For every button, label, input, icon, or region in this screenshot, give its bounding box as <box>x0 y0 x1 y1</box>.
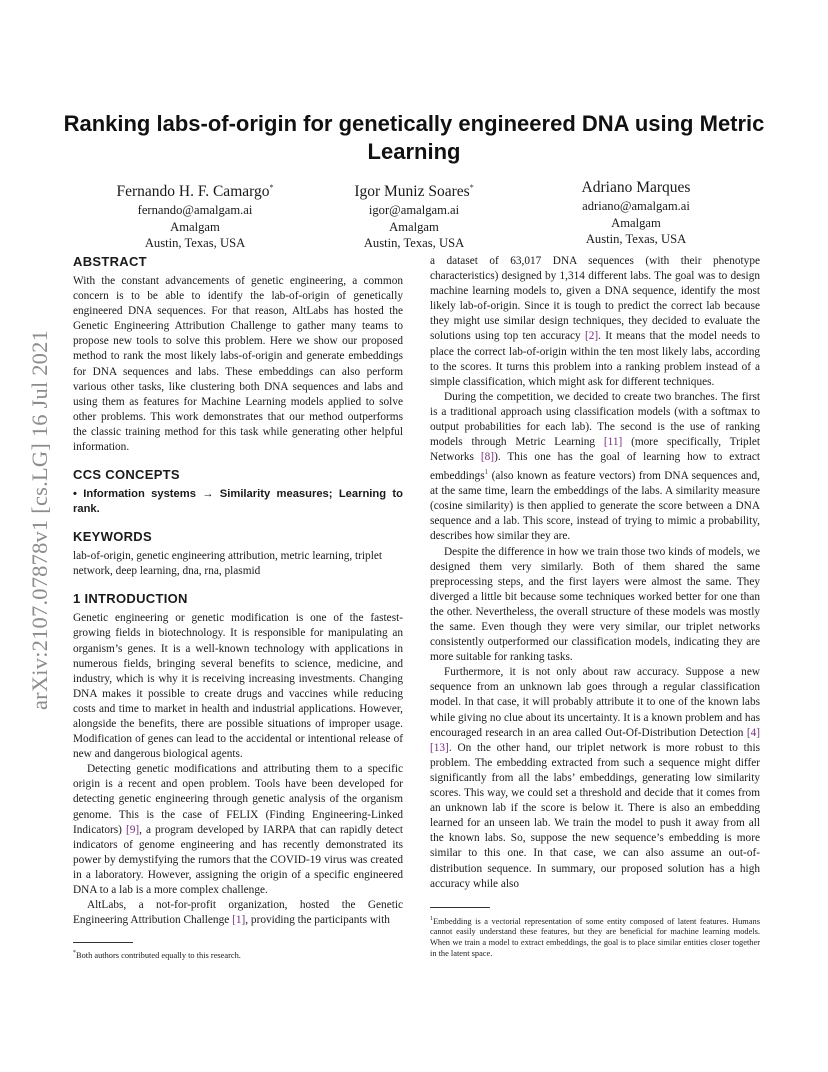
ccs-heading: CCS CONCEPTS <box>73 467 180 483</box>
right-column <box>430 254 760 892</box>
right-paragraph-4: Furthermore, it is not only about raw accuracy. Suppose a new sequence from an unknown lab goes through a regular classification model. In that case, it will probably attribute it to one of the known labs while giving no clue about its uncertainty. It is a known problem and has encouraged research in an area called Out-Of-Distribution Detection [4][13]. On the other hand, our triplet network is more robust to this problem. The embedding extracted from such a sequence might differ significantly from all the labs’ embeddings, generating low similarity scores. This way, we could set a threshold and decide that it comes from an unknown lab if the score is below it. There is also an embedding learned for an unseen lab. We train the model to push it away from all the known labs. So, suppose the new sequence’s embedding is more similar to this one. In that case, we can also assume an out-of-distribution sequence. In summary, our proposed solution has a high accuracy while also <box>430 666 760 890</box>
author-name: Igor Muniz Soares* <box>354 183 474 201</box>
abstract-heading: ABSTRACT <box>73 254 147 269</box>
ccs-text: • Information systems → Similarity measures; Learning to rank. <box>73 488 403 516</box>
author-org: Amalgam <box>170 219 220 234</box>
intro-paragraph-2: Detecting genetic modifications and attributing them to a specific origin is a recent and open problem. Tools have been developed for detecting genetic engineering through genetic analysis of the organism genome. This is the case of FELIX (Finding Engineering-Linked Indicators) [9], a program developed by IARPA that can rapidly detect indicators of genome engineering and has recently demonstrated its power by demystifying the rumors that the COVID-19 virus was created in a laboratory. However, assigning the origin of a specific engineered DNA to a lab is a more complex challenge. <box>73 763 403 896</box>
citation-link[interactable]: [9] <box>125 823 140 836</box>
footnote-marker[interactable]: 1 <box>484 468 489 477</box>
author-name: Adriano Marques <box>581 179 691 196</box>
author-email: fernando@amalgam.ai <box>137 203 253 218</box>
arxiv-identifier-stamp <box>20 300 60 740</box>
right-paragraph-1: a dataset of 63,017 DNA sequences (with their phenotype characteristics) designed by 1,314 different labs. The goal was to design machine learning models to, given a DNA sequence, identify the most likely lab-of-origin. Since it is tough to predict the correct lab because they might use similar design techniques, they decided to evaluate the solutions using top ten accuracy [2]. It means that the model needs to place the correct lab-of-origin within the ten most likely labs, according to the scores. It turns this problem into a ranking problem instead of a simple classification, which might ask for different techniques. <box>430 255 760 388</box>
intro-paragraph-3: AltLabs, a not-for-profit organization, hosted the Genetic Engineering Attribution Challenge [1], providing the participants with <box>73 899 403 927</box>
right-paragraph-2: During the competition, we decided to create two branches. The first is a traditional approach using classification models (with a softmax to output probabilities for each lab). The second is the use of ranking models through Metric Learning [11] (more specifically, Triplet Networks [8]). This one has the goal of learning how to extract embeddings$^1$ (also known as feature vectors) from DNA sequences and, at the same time, learn the embeddings of the labs. A similarity measure (cosine similarity) is then applied to generate the score between a DNA sequence and a lab. This score, instead of trying to mimic a probability, describes how similar they are. <box>430 390 760 543</box>
keywords-section <box>73 529 403 579</box>
citation-link[interactable]: [2] <box>584 330 599 343</box>
citation-link[interactable]: [11] <box>603 436 623 449</box>
equal-contribution-mark: * <box>469 183 474 192</box>
abstract-text: With the constant advancements of genetic engineering, a common concern is to be able to identify the lab-of-origin of genetically engineered DNA sequences. For that reason, AltLabs has hosted the Genetic Engineering Attribution Challenge to gather many teams to propose new tools to solve this problem. Here we show our proposed method to rank the most likely labs-of-origin and generate embeddings for DNA sequences and labs. These embeddings can also perform various other tasks, like clustering both DNA sequences and labs and using them as features for Machine Learning models applied to solve other problems. This work demonstrates that our method outperforms the classic training method for this task while generating other helpful information. <box>73 275 403 454</box>
arxiv-identifier-text: arXiv:2107.07878v1 [cs.LG] 16 Jul 2021 <box>27 329 52 711</box>
equal-contribution-mark: * <box>269 183 274 192</box>
author-org: Amalgam <box>389 219 439 234</box>
right-paragraph-3: Despite the difference in how we train those two kinds of models, we designed them very similarly. Both of them shared the same preprocessing steps, and the first layers were almost the same. They diverged a little bit because some techniques worked better for one than the other. Nevertheless, the overall structure of these models was mostly the same. Even though they were very similar, our triplet networks consistently outperformed our classification models, indicating they are more suitable for ranking tasks. <box>430 545 760 664</box>
author-location: Austin, Texas, USA <box>144 236 246 251</box>
author-email: adriano@amalgam.ai <box>582 199 690 213</box>
author-location: Austin, Texas, USA <box>363 236 465 251</box>
author-location: Austin, Texas, USA <box>585 232 687 246</box>
intro-paragraph-1: Genetic engineering or genetic modification is one of the fastest-growing fields in biotechnology. It is responsible for manipulating an organism’s genes. It is a well-known technology with applications in numerous fields, bringing several benefits to science, medicine, and industry, which is why it is receiving increasing investments. Changing DNA makes it possible to create drugs and vaccines while reducing costs and time to market in health and industrial applications. However, alongside the benefits, there are possible situations of improper usage. Modification of genes can lead to the accidental or intentional release of new and dangerous biological agents. <box>73 612 403 761</box>
paper-title: Ranking labs-of-origin for genetically engineered DNA using Metric Learning <box>63 111 765 164</box>
author-block-1 <box>80 178 310 252</box>
footnote-left: *Both authors contributed equally to this research. <box>73 950 241 960</box>
abstract-section <box>73 254 403 455</box>
footnote-rule-right <box>430 907 490 908</box>
keywords-heading: KEYWORDS <box>73 529 152 545</box>
author-block-3 <box>521 178 751 248</box>
author-org: Amalgam <box>611 215 661 230</box>
footnote-rule-left <box>73 942 133 943</box>
footnote-right: $^1$Embedding is a vectorial representation of some entity composed of latent features. Humans cannot easily understand these features, but they are beneficial for machine learning models. When we train a model to extract embeddings, the goal is to place similar entities closer together in the latent space. <box>430 916 760 958</box>
author-block-2 <box>299 178 529 252</box>
citation-link[interactable]: [1] <box>232 914 246 927</box>
keywords-text: lab-of-origin, genetic engineering attribution, metric learning, triplet network, deep learning, dna, rna, plasmid <box>73 550 382 578</box>
author-email: igor@amalgam.ai <box>368 203 460 218</box>
citation-link[interactable]: [8] <box>480 451 495 464</box>
left-column <box>73 254 403 928</box>
introduction-section <box>73 591 403 928</box>
citation-link[interactable]: [4][13] <box>430 726 760 754</box>
ccs-section <box>73 467 403 517</box>
author-name: Fernando H. F. Camargo* <box>116 183 274 201</box>
introduction-heading: 1 INTRODUCTION <box>73 591 188 607</box>
